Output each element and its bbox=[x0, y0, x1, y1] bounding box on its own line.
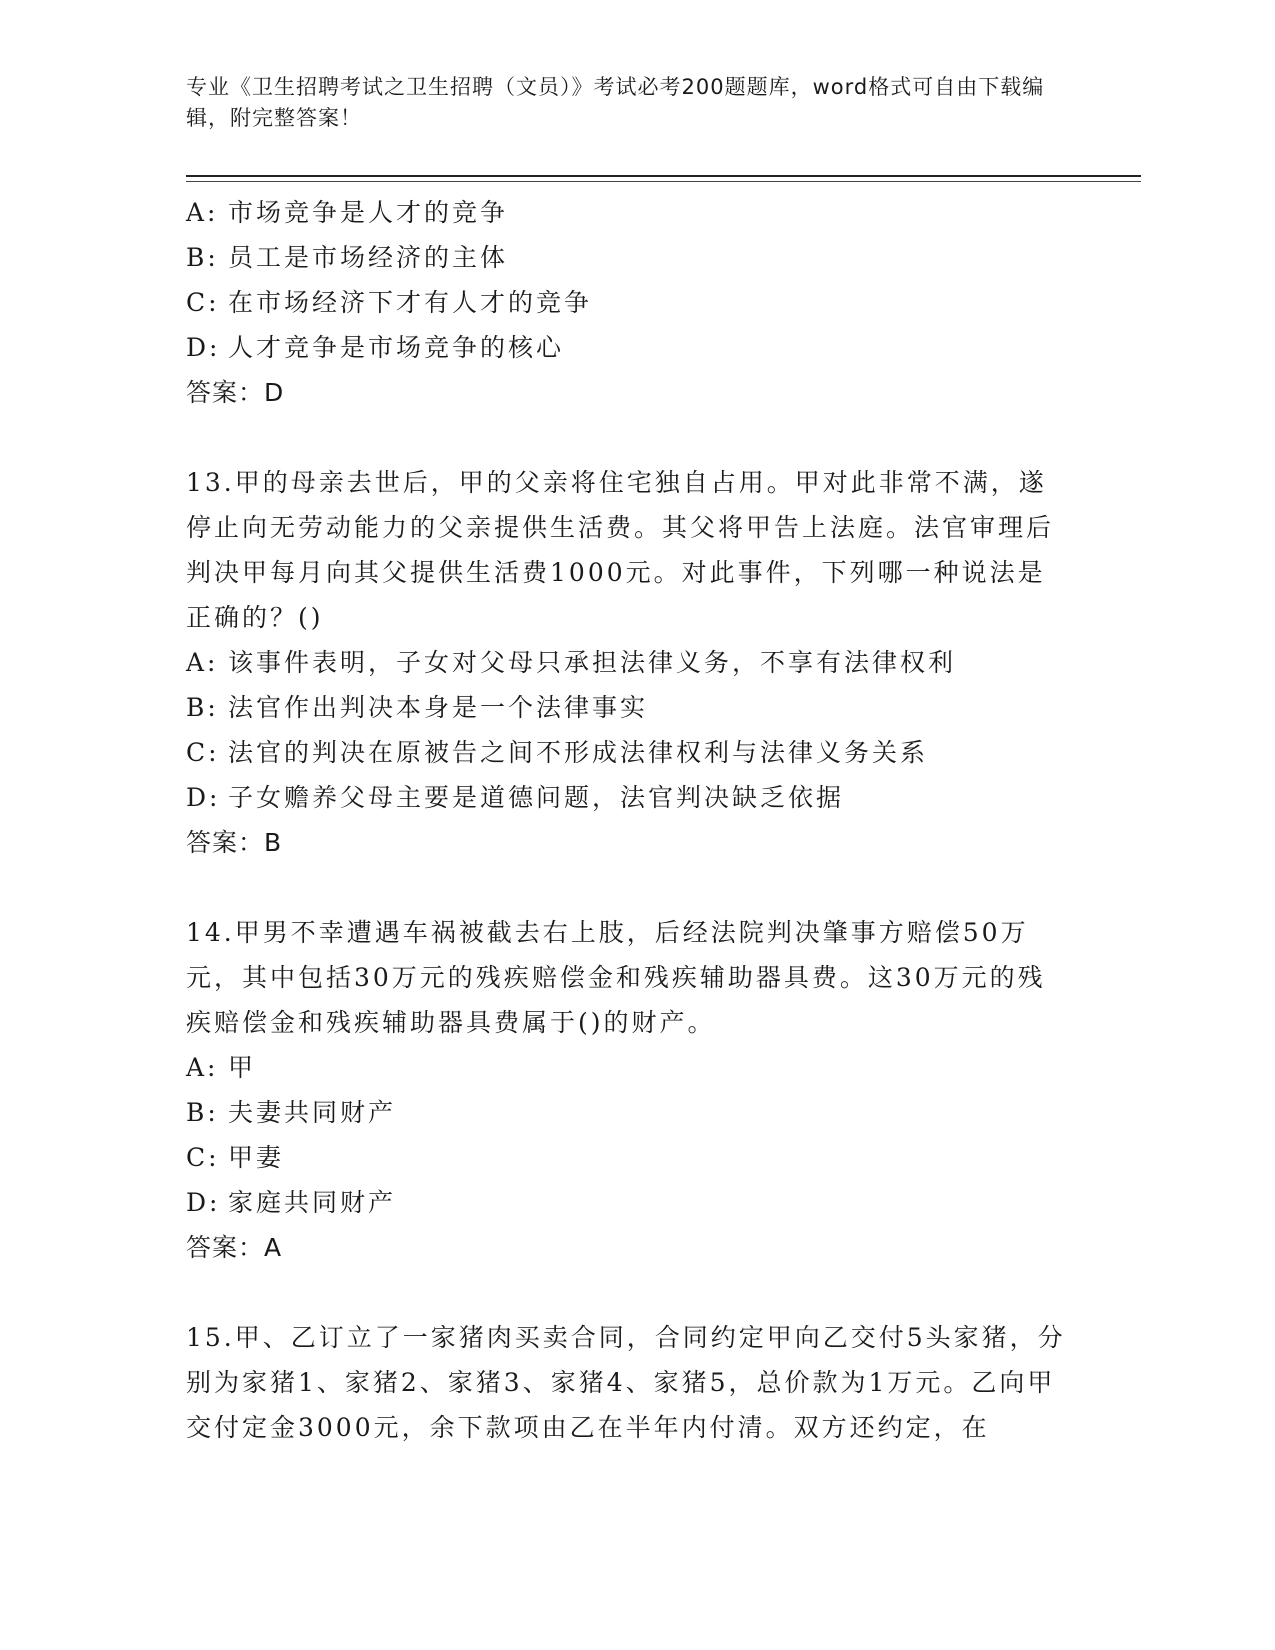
option-text: 家庭共同财产 bbox=[228, 1188, 397, 1217]
question-block-12 bbox=[186, 190, 1066, 415]
option-key: C: bbox=[186, 1143, 220, 1172]
option-text: 法官作出判决本身是一个法律事实 bbox=[228, 693, 649, 722]
option-key: B: bbox=[186, 1098, 219, 1127]
spacer bbox=[186, 415, 1066, 460]
option-key: B: bbox=[186, 243, 219, 272]
option-text: 人才竞争是市场竞争的核心 bbox=[228, 333, 565, 362]
option-d bbox=[186, 325, 1066, 370]
document-body bbox=[186, 190, 1066, 1450]
option-key: A: bbox=[186, 1053, 219, 1082]
option-d bbox=[186, 775, 1066, 820]
option-c bbox=[186, 280, 1066, 325]
answer-line: 答案：D bbox=[186, 378, 285, 407]
option-key: A: bbox=[186, 648, 219, 677]
option-text: 甲 bbox=[228, 1053, 257, 1082]
option-text: 甲妻 bbox=[228, 1143, 285, 1172]
option-a bbox=[186, 1045, 1066, 1090]
option-key: C: bbox=[186, 738, 220, 767]
header-divider-thick bbox=[186, 175, 1141, 177]
spacer bbox=[186, 865, 1066, 910]
option-a bbox=[186, 190, 1066, 235]
option-text: 员工是市场经济的主体 bbox=[228, 243, 509, 272]
option-text: 在市场经济下才有人才的竞争 bbox=[228, 288, 593, 317]
option-a bbox=[186, 640, 1066, 685]
question-block-15 bbox=[186, 1315, 1066, 1450]
option-key: C: bbox=[186, 288, 220, 317]
option-text: 子女赡养父母主要是道德问题，法官判决缺乏依据 bbox=[228, 783, 845, 812]
question-block-14 bbox=[186, 910, 1066, 1270]
question-block-13 bbox=[186, 460, 1066, 865]
option-text: 该事件表明，子女对父母只承担法律义务，不享有法律权利 bbox=[228, 648, 957, 677]
option-key: B: bbox=[186, 693, 219, 722]
header-divider-thin bbox=[186, 181, 1141, 182]
option-key: D: bbox=[186, 333, 221, 362]
answer-line: 答案：B bbox=[186, 828, 283, 857]
question-text: 13.甲的母亲去世后，甲的父亲将住宅独自占用。甲对此非常不满，遂停止向无劳动能力的父亲提供生活费。其父将甲告上法庭。法官审理后判决甲每月向其父提供生活费1000元。对此事件，下列哪一种说法是正确的？() bbox=[186, 468, 1055, 632]
question-text: 15.甲、乙订立了一家猪肉买卖合同，合同约定甲向乙交付5头家猪，分别为家猪1、家猪2、家猪3、家猪4、家猪5，总价款为1万元。乙向甲交付定金3000元，余下款项由乙在半年内付清。双方还约定，在 bbox=[186, 1323, 1066, 1442]
option-key: D: bbox=[186, 783, 221, 812]
question-text: 14.甲男不幸遭遇车祸被截去右上肢，后经法院判决肇事方赔偿50万元，其中包括30万元的残疾赔偿金和残疾辅助器具费。这30万元的残疾赔偿金和残疾辅助器具费属于()的财产。 bbox=[186, 918, 1046, 1037]
document-header: 专业《卫生招聘考试之卫生招聘（文员）》考试必考200题题库，word格式可自由下载编辑，附完整答案！ bbox=[186, 75, 1045, 130]
option-b bbox=[186, 1090, 1066, 1135]
option-d bbox=[186, 1180, 1066, 1225]
option-key: A: bbox=[186, 198, 219, 227]
option-key: D: bbox=[186, 1188, 221, 1217]
option-c bbox=[186, 730, 1066, 775]
answer-line: 答案：A bbox=[186, 1233, 283, 1262]
spacer bbox=[186, 1270, 1066, 1315]
option-b bbox=[186, 235, 1066, 280]
option-text: 法官的判决在原被告之间不形成法律权利与法律义务关系 bbox=[228, 738, 929, 767]
option-c bbox=[186, 1135, 1066, 1180]
option-text: 市场竞争是人才的竞争 bbox=[228, 198, 509, 227]
option-text: 夫妻共同财产 bbox=[228, 1098, 397, 1127]
option-b bbox=[186, 685, 1066, 730]
